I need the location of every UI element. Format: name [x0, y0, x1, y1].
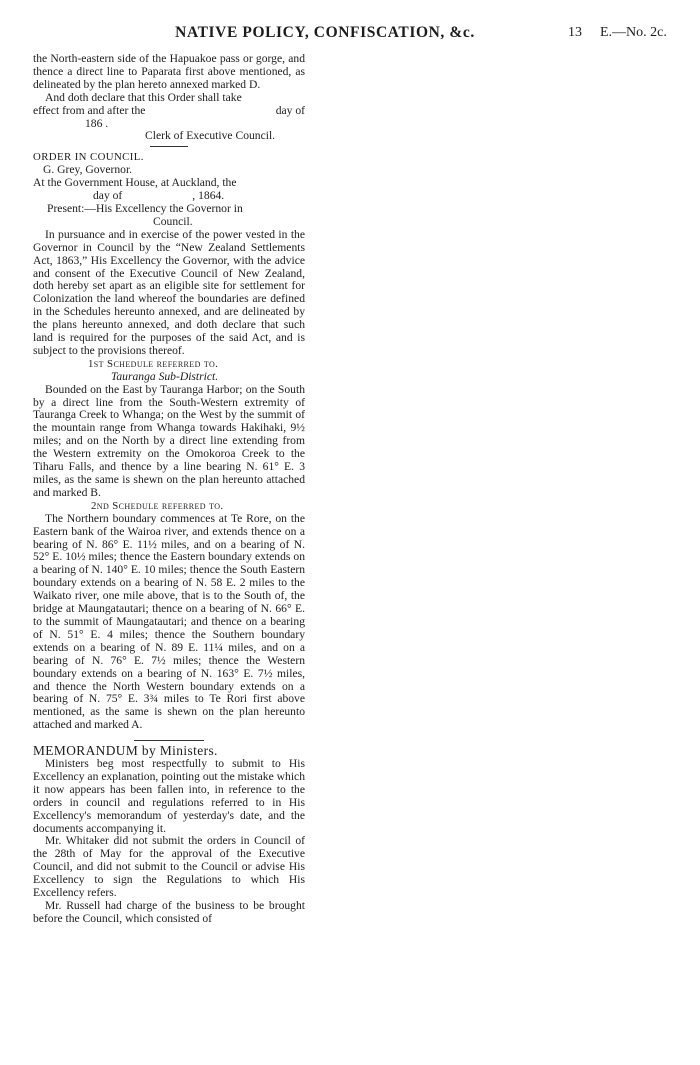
schedule-1-subheading: Tauranga Sub-District. — [111, 369, 219, 383]
paragraph-schedule-2: The Northern boundary commences at Te Rore, on the Eastern bank of the Wairoa river, and extends thence on a bearing of N. 86° E. 11½ miles, and on a bearing of N. 52° E. 10½ miles; thence the Eastern boundary extends on a bearing of N. 140° E. 10 miles; thence the South Eastern boundary extends on a bearing of N. 58 E. 2 miles to the Waikato river, one mile above, that is to the South of, the bridge at Maungatautari; thence on a bearing of N. 66° E. to the summit of Maungatautari; and thence on a bearing of N. 51° E. 4 miles; thence the Southern boundary extends on a bearing of N. 89 E. 11¼ miles, and on a bearing of N. 76° E. 7½ miles; thence the Western boundary extends on a bearing of N. 163° E. 7½ miles, and thence the North Western boundary extends on a bearing of N. 75° E. 3¾ miles to Te Rori first above mentioned, as the same is shewn on the plan hereunto attached and marked A. — [33, 511, 305, 732]
present-line-2: Council. — [153, 214, 193, 228]
present-line-1: Present:—His Excellency the Governor in — [47, 201, 243, 215]
text-column — [33, 53, 305, 926]
effect-line-2 — [33, 105, 305, 118]
paragraph-schedule-1: Bounded on the East by Tauranga Harbor; on the South by a direct line from the South-Western extremity of Tauranga Creek to Whanga; on the West by the summit of the mountain range from Whanga towards Hakihaki, 9½ miles; and on the North by a direct line extending from the Western extremity on the Omokoroa Creek to the Tiharu Falls, and thence by a line bearing N. 61° E. 3 miles, as the same is shewn on the plan hereunto attached and marked B. — [33, 382, 305, 499]
effect-line-1: And doth declare that this Order shall take — [45, 90, 242, 104]
running-title: NATIVE POLICY, CONFISCATION, &c. — [175, 24, 475, 41]
schedule-2-heading: 2nd Schedule referred to. — [91, 499, 224, 512]
divider — [134, 740, 204, 741]
paragraph-memo-3: Mr. Russell had charge of the business to be brought before the Council, which consisted of — [33, 899, 305, 925]
effect-line-2-left: effect from and after the — [33, 103, 146, 117]
effect-line-2-right: day of — [275, 103, 305, 117]
place-line: At the Government House, at Auckland, the — [33, 176, 237, 190]
paragraph-pursuance: In pursuance and in exercise of the power vested in the Governor in Council by the “New Zealand Settlements Act, 1863,” His Excellency the Governor, with the advice and consent of the Executive Council of New Zealand, doth hereby set apart as an eligible site for settlement for Colonization the land whereof the boundaries are defined in the Schedules hereunto annexed, and are delineated by the plans hereunto annexed, and doth declare that such land is required for the purposes of the said Act, and is subject to the provisions thereof. — [33, 227, 305, 357]
memorandum-heading: MEMORANDUM by Ministers. — [33, 743, 218, 759]
clerk-signature: Clerk of Executive Council. — [145, 129, 276, 143]
paragraph-continuation: the North-eastern side of the Hapuakoe pass or gorge, and thence a direct line to Paparata first above mentioned, as delineated by the plan hereto annexed marked D. — [33, 52, 305, 91]
order-heading: ORDER IN COUNCIL. — [33, 151, 144, 164]
running-header — [0, 24, 700, 44]
paragraph-memo-1: Ministers beg most respectfully to submit to His Excellency an explanation, pointing out the mistake which it now appears has been fallen into, in reference to the orders in council and regulations referred to in His Excellency's memorandum of yesterday's date, and the documents accompanying it. — [33, 757, 305, 835]
date-line-right: , 1864. — [192, 189, 225, 203]
page-number: 13 — [568, 25, 582, 40]
paragraph-memo-2: Mr. Whitaker did not submit the orders in Council of the 28th of May for the approval of the Executive Council, and did not submit to the Council or advise His Excellency to sign the Regulations to which His Excellency refers. — [33, 834, 305, 900]
paper-id: E.—No. 2c. — [600, 25, 667, 40]
divider — [150, 146, 188, 147]
governor-signature: G. Grey, Governor. — [43, 163, 133, 177]
schedule-1-heading: 1st Schedule referred to. — [88, 357, 219, 370]
effect-line-3: 186 . — [85, 116, 109, 130]
date-line-left: day of — [93, 189, 123, 203]
